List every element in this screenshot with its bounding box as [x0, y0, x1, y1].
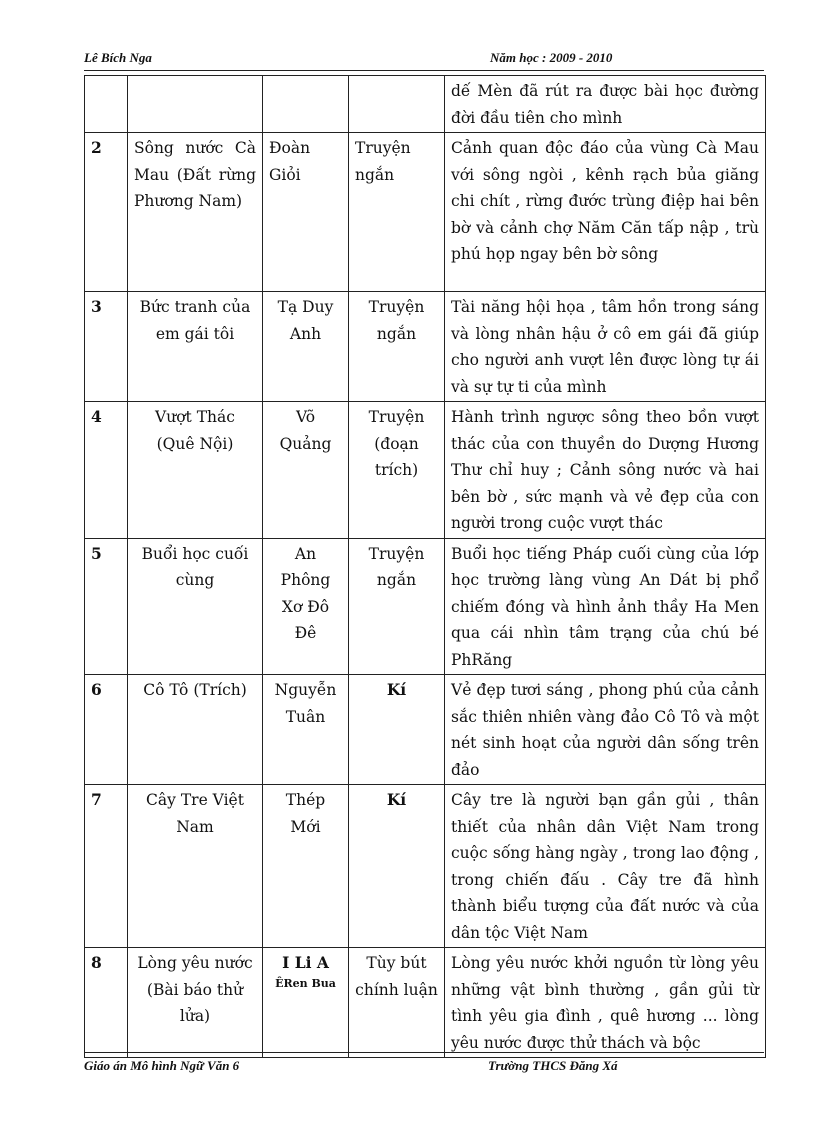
row-content: Vẻ đẹp tươi sáng , phong phú của cảnh sắc thiên nhiên vàng đảo Cô Tô và một nét sinh hoạt của người dân sống trên đảo — [445, 675, 766, 785]
row-number: 4 — [85, 402, 128, 539]
row-author: Thép Mới — [263, 785, 349, 948]
row-title: Buổi học cuối cùng — [128, 538, 263, 675]
row-genre — [349, 76, 445, 133]
table-row — [85, 675, 766, 785]
row-author-main: I Li A — [282, 953, 329, 972]
row-content: Lòng yêu nước khởi nguồn từ lòng yêu những vật bình thường , gần gủi từ tình yêu gia đình , quê hương ... lòng yêu nước được thử thách và bộc — [445, 948, 766, 1058]
row-number: 3 — [85, 292, 128, 402]
row-genre: Truyện ngắn — [349, 538, 445, 675]
footer-school: Trường THCS Đăng Xá — [488, 1058, 618, 1073]
table-row — [85, 76, 766, 133]
row-author: Đoàn Giỏi — [263, 133, 349, 292]
row-content: Buổi học tiếng Pháp cuối cùng của lớp học trường làng vùng An Dát bị phổ chiếm đóng và hình ảnh thầy Ha Men qua cái nhìn tâm trạng của chú bé PhRăng — [445, 538, 766, 675]
table-row — [85, 292, 766, 402]
row-content: Tài năng hội họa , tâm hồn trong sáng và lòng nhân hậu ở cô em gái đã giúp cho người anh vượt lên được lòng tự ái và sự tự ti của mình — [445, 292, 766, 402]
row-number: 8 — [85, 948, 128, 1058]
table-row — [85, 785, 766, 948]
row-content: Hành trình ngược sông theo bồn vượt thác của con thuyền do Dượng Hương Thư chỉ huy ; Cảnh sông nước và hai bên bờ , sức mạnh và vẻ đẹp của con người trong cuộc vượt thác — [445, 402, 766, 539]
row-title: Cô Tô (Trích) — [128, 675, 263, 785]
row-author: Nguyễn Tuân — [263, 675, 349, 785]
row-genre: Truyện ngắn — [349, 292, 445, 402]
row-author: An Phông Xơ Đô Đê — [263, 538, 349, 675]
table-row — [85, 133, 766, 292]
row-number — [85, 76, 128, 133]
row-genre: Truyện ngắn — [349, 133, 445, 292]
header-school-year: Năm học : 2009 - 2010 — [490, 50, 613, 65]
row-title: Lòng yêu nước (Bài báo thử lửa) — [128, 948, 263, 1058]
row-genre: Kí — [349, 785, 445, 948]
row-genre: Truyện (đoạn trích) — [349, 402, 445, 539]
table-row — [85, 948, 766, 1058]
row-genre: Kí — [349, 675, 445, 785]
row-author: Võ Quảng — [263, 402, 349, 539]
row-title — [128, 76, 263, 133]
row-content: dế Mèn đã rút ra được bài học đường đời đầu tiên cho mình — [445, 76, 766, 133]
row-number: 6 — [85, 675, 128, 785]
header-rule — [84, 70, 764, 71]
row-author-sub: ÊRen Bua — [275, 976, 336, 990]
row-title: Bức tranh của em gái tôi — [128, 292, 263, 402]
row-number: 2 — [85, 133, 128, 292]
header-author: Lê Bích Nga — [84, 50, 152, 65]
row-number: 5 — [85, 538, 128, 675]
footer-course: Giáo án Mô hình Ngữ Văn 6 — [84, 1058, 240, 1073]
footer-rule — [84, 1052, 764, 1053]
row-title: Vượt Thác (Quê Nội) — [128, 402, 263, 539]
table-row — [85, 402, 766, 539]
row-number: 7 — [85, 785, 128, 948]
row-author — [263, 76, 349, 133]
row-title: Sông nước Cà Mau (Đất rừng Phương Nam) — [128, 133, 263, 292]
row-content: Cảnh quan độc đáo của vùng Cà Mau với sông ngòi , kênh rạch bủa giăng chi chít , rừng đước trùng điệp hai bên bờ và cảnh chợ Năm Căn tấp nập , trù phú họp ngay bên bờ sông — [445, 133, 766, 292]
lesson-table — [84, 75, 766, 1058]
row-author — [263, 948, 349, 1058]
row-genre: Tùy bút chính luận — [349, 948, 445, 1058]
row-content: Cây tre là người bạn gần gủi , thân thiết của nhân dân Việt Nam trong cuộc sống hàng ngày , trong lao động , trong chiến đấu . Cây tre đã hình thành biểu tượng của đất nước và của dân tộc Việt Nam — [445, 785, 766, 948]
row-author: Tạ Duy Anh — [263, 292, 349, 402]
table-row — [85, 538, 766, 675]
row-title: Cây Tre Việt Nam — [128, 785, 263, 948]
